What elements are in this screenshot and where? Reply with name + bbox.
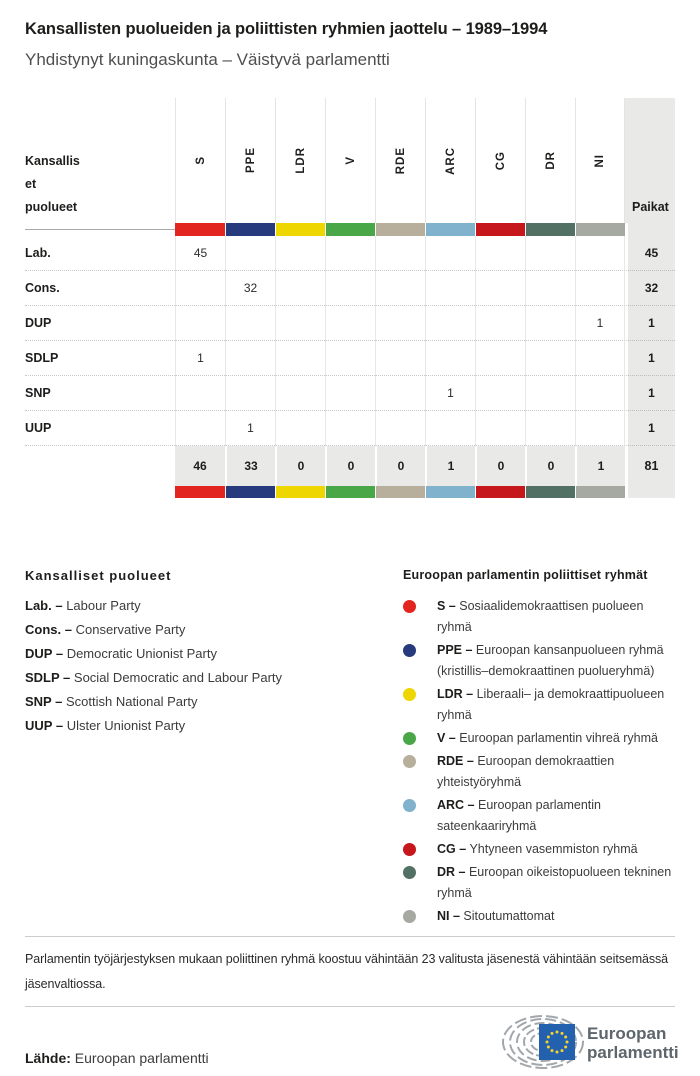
value-cell [275, 236, 325, 271]
ep-logo-graphic [497, 1013, 689, 1071]
color-dot-ni [403, 910, 416, 923]
value-cell [525, 236, 575, 271]
group-color-bar-v [325, 223, 375, 236]
value-cell [525, 411, 575, 446]
group-color-bar-ppe [225, 223, 275, 236]
value-cell [225, 236, 275, 271]
european-parliament-logo [497, 1013, 689, 1076]
footnote: Parlamentin työjärjestyksen mukaan poliittinen ryhmä koostuu vähintään 23 valitusta jäsenestä vähintään seitsemässä jäsenvaltiossa. [25, 952, 669, 991]
column-header-rde: RDE [375, 98, 425, 223]
value-cell [375, 341, 425, 376]
group-color-bar-ppe [225, 486, 275, 498]
value-cell [525, 341, 575, 376]
value-cell [325, 271, 375, 306]
color-dot-arc [403, 799, 416, 812]
group-color-bar-ni [575, 486, 625, 498]
group-color-bar-rde [375, 486, 425, 498]
total-cell-ppe: 33 [225, 446, 275, 486]
value-cell: 1 [225, 411, 275, 446]
color-dot-v [403, 732, 416, 745]
seats-total-lab: 45 [625, 236, 675, 271]
value-cell [575, 236, 625, 271]
color-dot-rde [403, 755, 416, 768]
group-color-bar-dr [525, 223, 575, 236]
value-cell [475, 306, 525, 341]
column-header-ni: NI [575, 98, 625, 223]
source-row [25, 1013, 679, 1076]
value-cell [375, 236, 425, 271]
value-cell [475, 376, 525, 411]
color-dot-ppe [403, 644, 416, 657]
value-cell [225, 306, 275, 341]
source-label: Lähde: [25, 1050, 71, 1066]
seats-column-spacer [625, 223, 675, 236]
legend-item-ldr: LDR – Liberaali– ja demokraattipuolueen ryhmä [403, 684, 675, 726]
seats-total-cons: 32 [625, 271, 675, 306]
value-cell [275, 411, 325, 446]
legend-item-uup: UUP – Ulster Unionist Party [25, 718, 186, 733]
value-cell [275, 271, 325, 306]
page-subtitle: Yhdistynyt kuningaskunta – Väistyvä parlamentti [25, 50, 390, 69]
source-value: Euroopan parlamentti [74, 1050, 209, 1066]
legend-national-parties [25, 568, 403, 929]
value-cell [375, 271, 425, 306]
group-color-bar-arc [425, 223, 475, 236]
page-title: Kansallisten puolueiden ja poliittisten ryhmien jaottelu – 1989–1994 [25, 20, 548, 38]
footer [25, 936, 679, 1076]
seats-total-dup: 1 [625, 306, 675, 341]
value-cell [575, 376, 625, 411]
value-cell: 1 [425, 376, 475, 411]
group-color-bar-ni [575, 223, 625, 236]
legend-groups-heading: Euroopan parlamentin poliittiset ryhmät [403, 568, 648, 582]
value-cell [275, 376, 325, 411]
total-cell-ldr: 0 [275, 446, 325, 486]
total-cell-s: 46 [175, 446, 225, 486]
column-header-dr: DR [525, 98, 575, 223]
legend-item-ni: NI – Sitoutumattomat [403, 906, 675, 927]
column-header-ldr: LDR [275, 98, 325, 223]
value-cell: 32 [225, 271, 275, 306]
legend-item-dup: DUP – Democratic Unionist Party [25, 646, 217, 661]
color-dot-dr [403, 866, 416, 879]
value-cell [525, 271, 575, 306]
total-cell-dr: 0 [525, 446, 575, 486]
value-cell [375, 376, 425, 411]
value-cell [575, 271, 625, 306]
value-cell [325, 411, 375, 446]
value-cell: 1 [175, 341, 225, 376]
value-cell [475, 236, 525, 271]
party-label-snp: SNP [25, 376, 175, 411]
value-cell [325, 236, 375, 271]
value-cell [325, 376, 375, 411]
group-color-bar-ldr [275, 223, 325, 236]
legend-item-rde: RDE – Euroopan demokraattien yhteistyöryhmä [403, 751, 675, 793]
group-color-bar-dr [525, 486, 575, 498]
column-header-v: V [325, 98, 375, 223]
value-cell [225, 341, 275, 376]
group-color-bar-arc [425, 486, 475, 498]
value-cell [425, 236, 475, 271]
row-header-line: Kansallis [25, 154, 80, 168]
logo-text-line1: Euroopan [587, 1024, 667, 1043]
value-cell [325, 306, 375, 341]
color-dot-ldr [403, 688, 416, 701]
value-cell [475, 341, 525, 376]
distribution-table [25, 98, 675, 498]
row-header-line: et [25, 177, 37, 191]
value-cell [525, 376, 575, 411]
group-color-bar-rde [375, 223, 425, 236]
group-color-bar-s [175, 486, 225, 498]
seats-total-snp: 1 [625, 376, 675, 411]
party-label-sdlp: SDLP [25, 341, 175, 376]
group-color-bar-cg [475, 486, 525, 498]
value-cell: 45 [175, 236, 225, 271]
value-cell [175, 376, 225, 411]
value-cell [425, 341, 475, 376]
party-label-cons: Cons. [25, 271, 175, 306]
totals-row-spacer [25, 446, 175, 486]
value-cell [275, 341, 325, 376]
column-header-arc: ARC [425, 98, 475, 223]
value-cell: 1 [575, 306, 625, 341]
legend-parties-heading: Kansalliset puolueet [25, 568, 172, 583]
legend-item-cons: Cons. – Conservative Party [25, 622, 186, 637]
legend-item-arc: ARC – Euroopan parlamentin sateenkaariryhmä [403, 795, 675, 837]
seats-column-spacer [625, 486, 675, 498]
value-cell [325, 341, 375, 376]
group-color-bar-s [175, 223, 225, 236]
value-cell [175, 411, 225, 446]
legends [25, 568, 675, 929]
party-label-uup: UUP [25, 411, 175, 446]
group-color-bar-ldr [275, 486, 325, 498]
value-cell [575, 341, 625, 376]
legend-item-dr: DR – Euroopan oikeistopuolueen tekninen ryhmä [403, 862, 675, 904]
legend-item-s: S – Sosiaalidemokraattisen puolueen ryhmä [403, 596, 675, 638]
value-cell [425, 411, 475, 446]
legend-item-snp: SNP – Scottish National Party [25, 694, 198, 709]
header-underline [25, 223, 175, 236]
legend-item-cg: CG – Yhtyneen vasemmiston ryhmä [403, 839, 675, 860]
divider [25, 936, 675, 937]
total-cell-arc: 1 [425, 446, 475, 486]
legend-item-lab: Lab. – Labour Party [25, 598, 141, 613]
group-color-bar-cg [475, 223, 525, 236]
value-cell [225, 376, 275, 411]
value-cell [425, 306, 475, 341]
value-cell [425, 271, 475, 306]
value-cell [375, 411, 425, 446]
total-cell-ni: 1 [575, 446, 625, 486]
value-cell [175, 271, 225, 306]
total-cell-rde: 0 [375, 446, 425, 486]
value-cell [475, 271, 525, 306]
page [0, 20, 700, 929]
column-header-ppe: PPE [225, 98, 275, 223]
total-cell-cg: 0 [475, 446, 525, 486]
divider [25, 1006, 675, 1007]
total-cell-v: 0 [325, 446, 375, 486]
value-cell [475, 411, 525, 446]
party-label-dup: DUP [25, 306, 175, 341]
grand-total-seats: 81 [625, 446, 675, 486]
color-dot-cg [403, 843, 416, 856]
bottom-bar-spacer [25, 486, 175, 498]
value-cell [175, 306, 225, 341]
legend-item-sdlp: SDLP – Social Democratic and Labour Party [25, 670, 283, 685]
legend-item-ppe: PPE – Euroopan kansanpuolueen ryhmä (kristillis–demokraattinen puolueryhmä) [403, 640, 675, 682]
seats-total-sdlp: 1 [625, 341, 675, 376]
eu-flag-square [539, 1024, 575, 1060]
value-cell [375, 306, 425, 341]
legend-item-v: V – Euroopan parlamentin vihreä ryhmä [403, 728, 675, 749]
group-color-bar-v [325, 486, 375, 498]
party-label-lab: Lab. [25, 236, 175, 271]
row-header [25, 98, 175, 223]
legend-political-groups [403, 568, 675, 929]
value-cell [275, 306, 325, 341]
source [25, 1050, 209, 1066]
row-header-line: puolueet [25, 200, 78, 214]
value-cell [575, 411, 625, 446]
seats-column-header: Paikat [625, 98, 675, 223]
logo-text-line2: parlamentti [587, 1043, 679, 1062]
color-dot-s [403, 600, 416, 613]
seats-total-uup: 1 [625, 411, 675, 446]
column-header-s: S [175, 98, 225, 223]
value-cell [525, 306, 575, 341]
column-header-cg: CG [475, 98, 525, 223]
